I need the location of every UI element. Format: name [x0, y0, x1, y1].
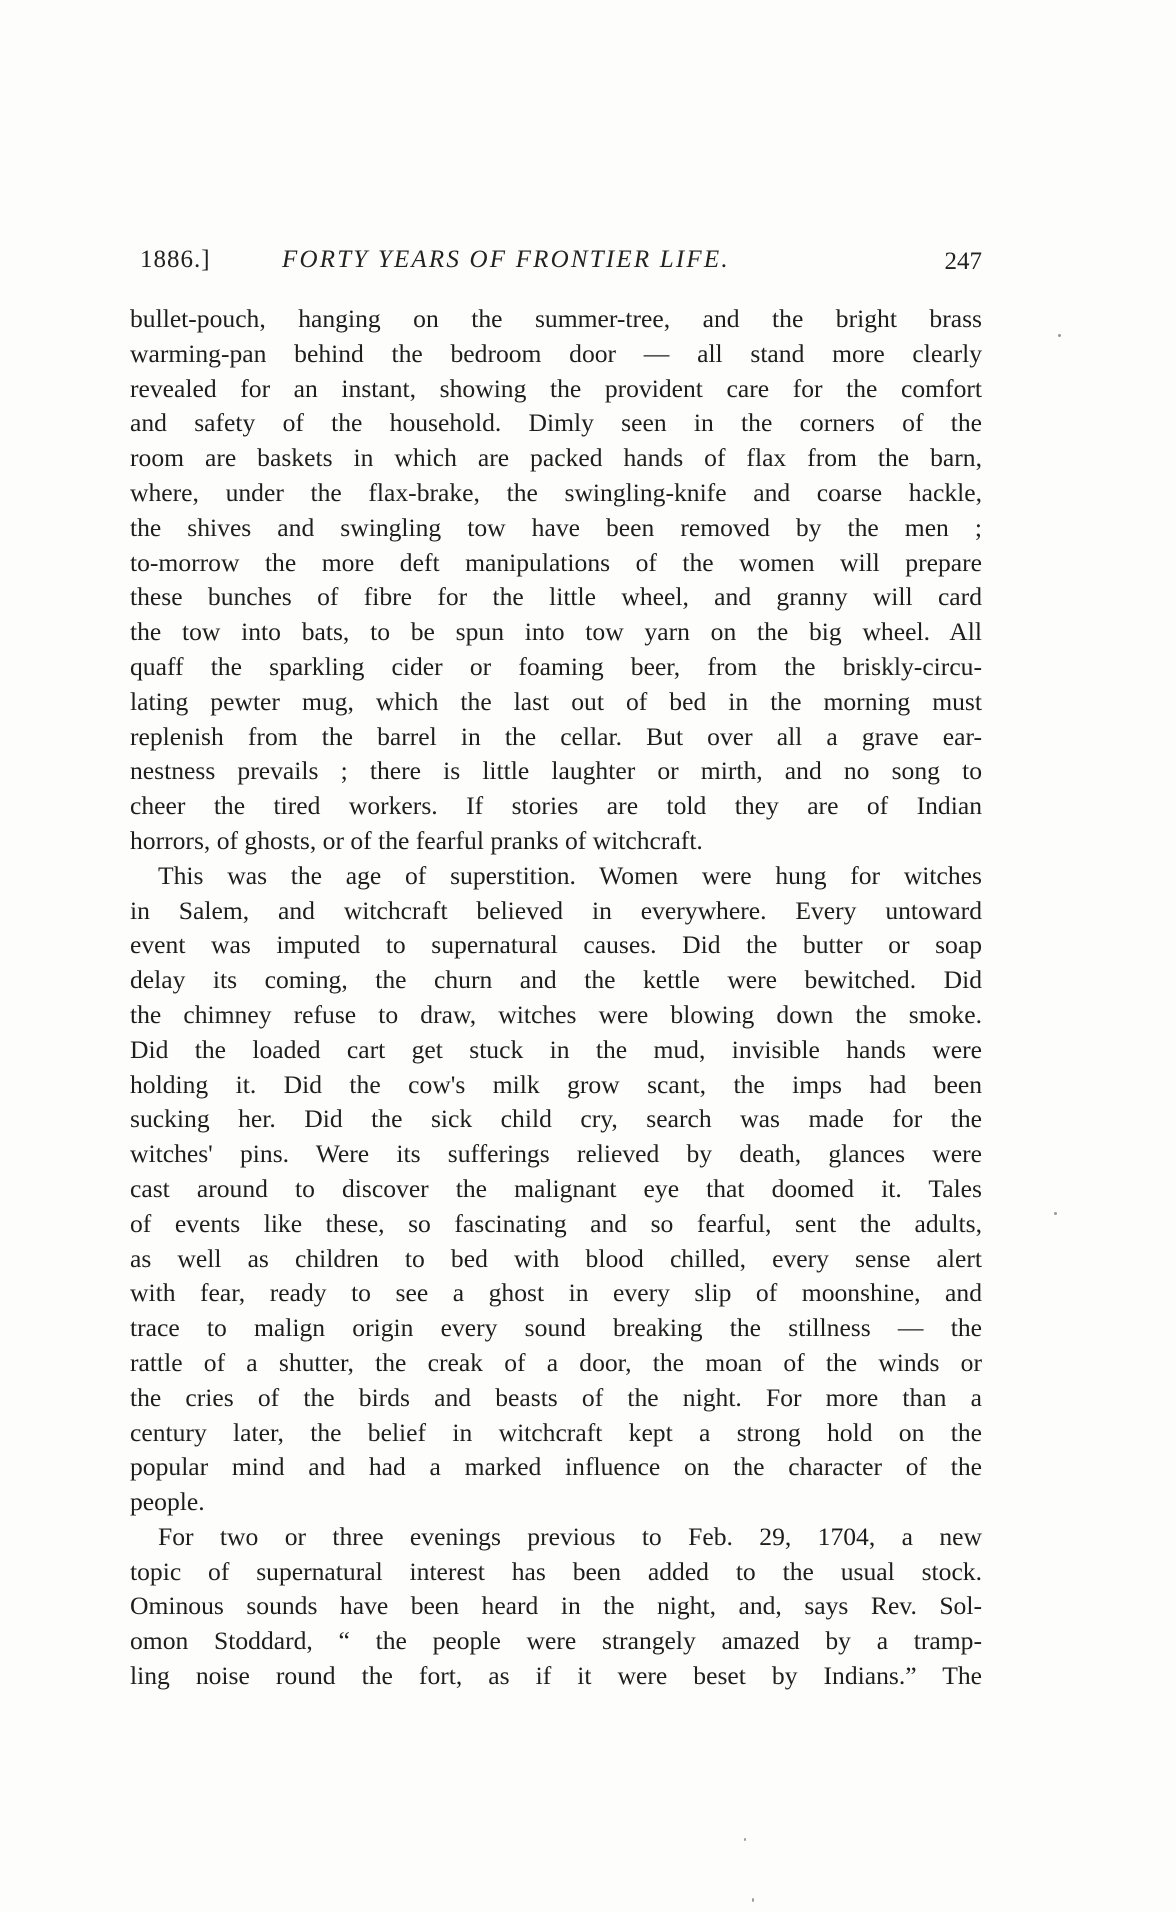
- text-line: of events like these, so fascinating and so fearful, sent the adults,: [130, 1208, 982, 1238]
- text-line: these bunches of fibre for the little wheel, and granny will card: [130, 582, 982, 612]
- text-line: lating pewter mug, which the last out of bed in the morning must: [130, 686, 982, 716]
- body-text: [130, 302, 982, 1694]
- text-line: trace to malign origin every sound breaking the stillness — the: [130, 1313, 982, 1343]
- text-line: bullet-pouch, hanging on the summer-tree, and the bright brass: [130, 304, 982, 333]
- text-line: room are baskets in which are packed hands of flax from the barn,: [130, 443, 982, 473]
- text-line: with fear, ready to see a ghost in every slip of moonshine, and: [130, 1278, 982, 1308]
- text-line: nestness prevails ; there is little laughter or mirth, and no song to: [130, 756, 982, 786]
- text-line: in Salem, and witchcraft believed in everywhere. Every untoward: [130, 895, 982, 925]
- scan-speck: [744, 1838, 746, 1841]
- text-line: witches' pins. Were its sufferings relieved by death, glances were: [130, 1139, 982, 1169]
- text-line: event was imputed to supernatural causes. Did the butter or soap: [130, 930, 982, 960]
- text-line: sucking her. Did the sick child cry, search was made for the: [130, 1104, 982, 1134]
- text-line: delay its coming, the churn and the kettle were bewitched. Did: [130, 965, 982, 995]
- text-line: people.: [130, 1487, 205, 1517]
- page-number: 247: [944, 248, 982, 275]
- text-line: cast around to discover the malignant eye that doomed it. Tales: [130, 1173, 982, 1203]
- text-line: warming-pan behind the bedroom door — all stand more clearly: [130, 338, 982, 368]
- text-line: where, under the flax-brake, the swingling-knife and coarse hackle,: [130, 477, 982, 507]
- text-line: omon Stoddard, “ the people were strangely amazed by a tramp-: [130, 1626, 982, 1656]
- text-line: For two or three evenings previous to Feb. 29, 1704, a new: [158, 1521, 982, 1551]
- text-line: quaff the sparkling cider or foaming beer, from the briskly-circu-: [130, 651, 982, 681]
- text-line: cheer the tired workers. If stories are told they are of Indian: [130, 791, 982, 821]
- text-line: the tow into bats, to be spun into tow yarn on the big wheel. All: [130, 617, 982, 647]
- text-line: topic of supernatural interest has been added to the usual stock.: [130, 1556, 982, 1586]
- text-line: century later, the belief in witchcraft kept a strong hold on the: [130, 1417, 982, 1447]
- text-line: holding it. Did the cow's milk grow scant, the imps had been: [130, 1069, 982, 1099]
- text-line: Ominous sounds have been heard in the night, and, says Rev. Sol-: [130, 1591, 982, 1621]
- running-head: [140, 246, 982, 282]
- text-line: This was the age of superstition. Women were hung for witches: [158, 860, 982, 890]
- header-year: 1886.]: [140, 246, 211, 273]
- text-line: the cries of the birds and beasts of the night. For more than a: [130, 1382, 982, 1412]
- text-line: revealed for an instant, showing the provident care for the comfort: [130, 373, 982, 403]
- scan-speck: [1058, 334, 1061, 337]
- text-line: to-morrow the more deft manipulations of the women will prepare: [130, 547, 982, 577]
- text-line: and safety of the household. Dimly seen in the corners of the: [130, 408, 982, 438]
- text-line: the chimney refuse to draw, witches were blowing down the smoke.: [130, 999, 982, 1029]
- paragraph-2: [130, 859, 982, 1520]
- text-line: replenish from the barrel in the cellar. But over all a grave ear-: [130, 721, 982, 751]
- paragraph-3: [130, 1520, 982, 1694]
- text-line: rattle of a shutter, the creak of a door, the moan of the winds or: [130, 1347, 982, 1377]
- scan-speck: [752, 1898, 754, 1902]
- header-title: FORTY YEARS OF FRONTIER LIFE.: [282, 246, 730, 273]
- scan-speck: [1054, 1212, 1057, 1215]
- text-line: the shives and swingling tow have been removed by the men ;: [130, 512, 982, 542]
- text-line: horrors, of ghosts, or of the fearful pranks of witchcraft.: [130, 825, 703, 855]
- text-line: as well as children to bed with blood chilled, every sense alert: [130, 1243, 982, 1273]
- text-line: Did the loaded cart get stuck in the mud, invisible hands were: [130, 1034, 982, 1064]
- text-line: ling noise round the fort, as if it were beset by Indians.” The: [130, 1661, 982, 1691]
- paragraph-1: [130, 302, 982, 859]
- text-line: popular mind and had a marked influence on the character of the: [130, 1452, 982, 1482]
